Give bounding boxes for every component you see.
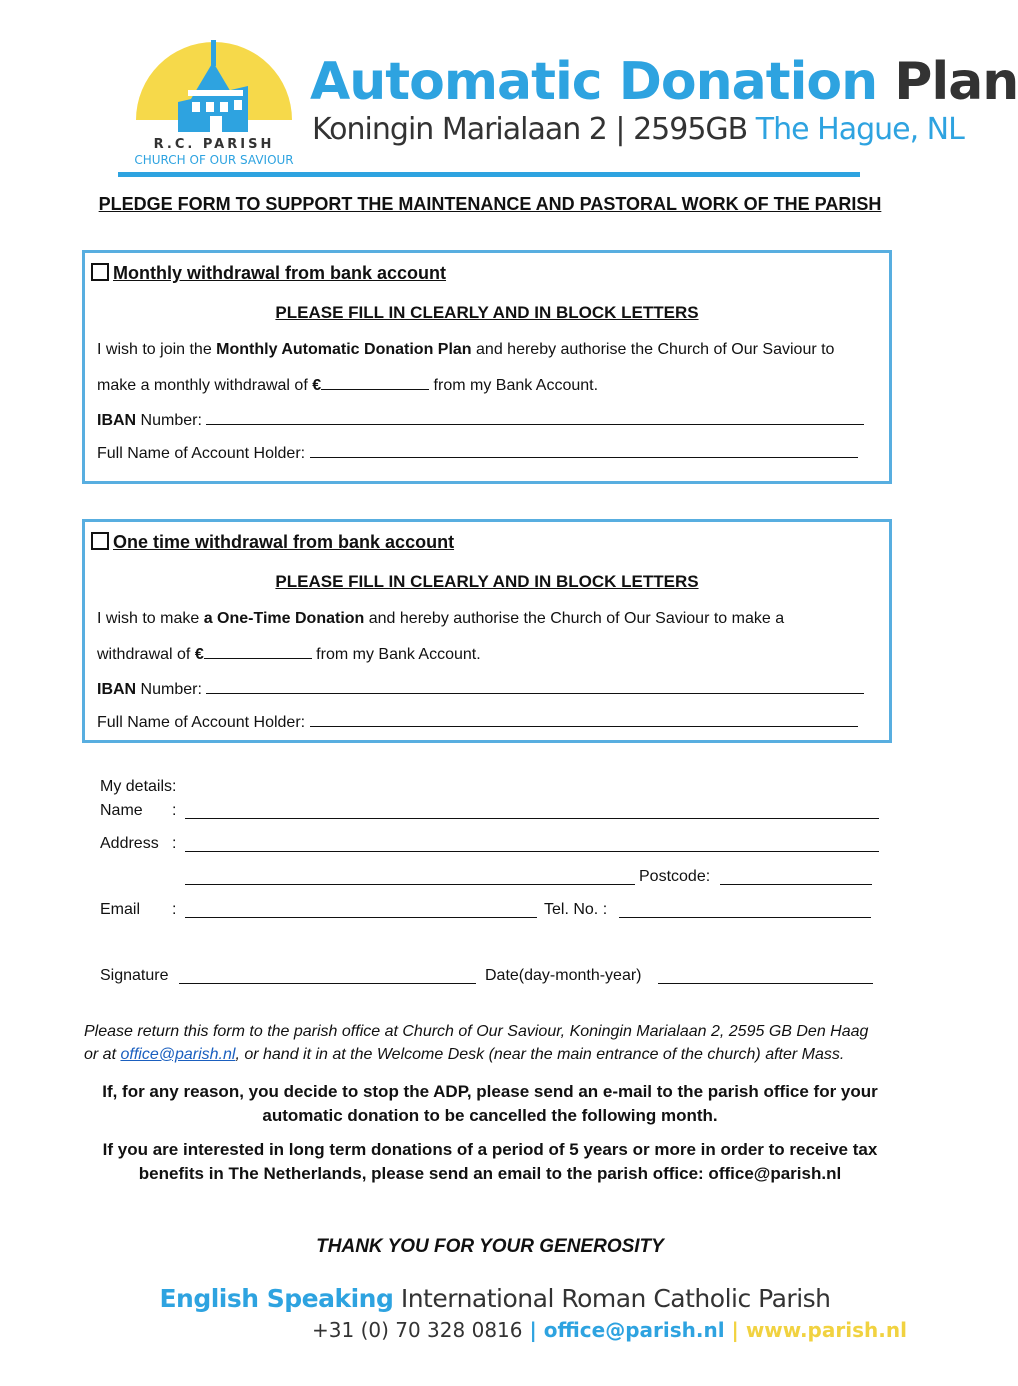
office-email-link[interactable]: office@parish.nl bbox=[120, 1046, 236, 1063]
onetime-holder-row bbox=[97, 712, 858, 732]
thank-you-message: THANK YOU FOR YOUR GENEROSITY bbox=[316, 1236, 664, 1257]
header-address bbox=[312, 112, 964, 147]
title-dark: Plan bbox=[894, 52, 1018, 112]
return-instructions bbox=[84, 1020, 904, 1066]
monthly-holder-row bbox=[97, 443, 858, 463]
address-field-line1[interactable] bbox=[185, 837, 879, 852]
footer-website[interactable]: www.parish.nl bbox=[745, 1318, 907, 1342]
email-field[interactable] bbox=[185, 903, 537, 918]
date-field[interactable] bbox=[658, 969, 873, 984]
iban-label: IBAN bbox=[97, 681, 137, 698]
logo-text-church: CHURCH OF OUR SAVIOUR bbox=[134, 153, 294, 167]
onetime-withdrawal-section bbox=[82, 519, 892, 743]
monthly-text2c: from my Bank Account. bbox=[429, 377, 599, 394]
footer-contact bbox=[312, 1318, 907, 1342]
onetime-text1a: I wish to make bbox=[97, 610, 204, 627]
tel-field[interactable] bbox=[619, 903, 871, 918]
pledge-heading: PLEDGE FORM TO SUPPORT THE MAINTENANCE AND PASTORAL WORK OF THE PARISH bbox=[98, 194, 882, 214]
logo-text-parish: R.C. PARISH bbox=[153, 137, 275, 152]
tax-benefit-notice: If you are interested in long term donations of a period of 5 years or more in order to receive tax benefits in The Netherlands, please send an email to the parish office: office@parish.nl bbox=[102, 1140, 878, 1183]
monthly-iban-field[interactable] bbox=[206, 410, 864, 425]
address-colon: : bbox=[172, 835, 177, 852]
onetime-text1c: and hereby authorise the Church of Our Saviour to make a bbox=[364, 610, 785, 627]
monthly-text1c: and hereby authorise the Church of Our Saviour to bbox=[471, 341, 835, 358]
onetime-text2a: withdrawal of bbox=[97, 646, 195, 663]
onetime-amount-field[interactable] bbox=[204, 644, 312, 659]
footer-parish-rest: International Roman Catholic Parish bbox=[393, 1284, 831, 1313]
onetime-title: One time withdrawal from bank account bbox=[113, 532, 455, 552]
return-line2 bbox=[84, 1043, 904, 1066]
euro-sign: € bbox=[194, 646, 204, 663]
tel-label: Tel. No. : bbox=[544, 901, 608, 918]
onetime-donation-name: a One-Time Donation bbox=[203, 610, 365, 627]
monthly-holder-field[interactable] bbox=[310, 443, 858, 458]
church-logo-icon bbox=[118, 32, 308, 172]
monthly-iban-row bbox=[97, 410, 864, 430]
email-label: Email bbox=[100, 901, 141, 918]
monthly-amount-field[interactable] bbox=[321, 375, 429, 390]
name-label: Name bbox=[100, 802, 143, 819]
iban-number-label: Number: bbox=[136, 681, 202, 698]
signature-label: Signature bbox=[100, 967, 169, 984]
monthly-text1a: I wish to join the bbox=[97, 341, 217, 358]
monthly-checkbox[interactable] bbox=[91, 263, 109, 281]
monthly-block-letters-note: PLEASE FILL IN CLEARLY AND IN BLOCK LETTERS bbox=[275, 303, 699, 322]
onetime-text2c: from my Bank Account. bbox=[311, 646, 481, 663]
parish-logo bbox=[118, 32, 308, 172]
monthly-text-line1 bbox=[97, 341, 834, 359]
euro-sign: € bbox=[312, 377, 322, 394]
address-city: The Hague, NL bbox=[755, 112, 964, 147]
onetime-text-line1 bbox=[97, 610, 784, 628]
return-line1: Please return this form to the parish office at Church of Our Saviour, Koningin Marialaan 2, 2595 GB Den Haag bbox=[84, 1023, 869, 1040]
footer-separator: | bbox=[522, 1318, 544, 1342]
onetime-checkbox[interactable] bbox=[91, 532, 109, 550]
footer-english-speaking: English Speaking bbox=[159, 1284, 394, 1313]
postcode-field[interactable] bbox=[720, 870, 872, 885]
monthly-title-row bbox=[91, 263, 446, 286]
date-label: Date(day-month-year) bbox=[485, 967, 642, 984]
signature-field[interactable] bbox=[179, 969, 476, 984]
onetime-title-row bbox=[91, 532, 454, 555]
name-colon: : bbox=[172, 802, 177, 819]
postcode-label: Postcode: bbox=[639, 868, 711, 885]
monthly-plan-name: Monthly Automatic Donation Plan bbox=[216, 341, 472, 358]
footer-parish-name bbox=[0, 1284, 990, 1313]
onetime-block-letters-note: PLEASE FILL IN CLEARLY AND IN BLOCK LETTERS bbox=[275, 572, 699, 591]
title-blue: Automatic Donation bbox=[310, 52, 878, 112]
footer-separator: | bbox=[724, 1318, 746, 1342]
details-heading: My details: bbox=[100, 778, 177, 795]
footer-phone: +31 (0) 70 328 0816 bbox=[312, 1318, 523, 1342]
footer-email[interactable]: office@parish.nl bbox=[543, 1318, 725, 1342]
address-label: Address bbox=[100, 835, 159, 852]
monthly-title: Monthly withdrawal from bank account bbox=[113, 263, 447, 283]
onetime-iban-row bbox=[97, 679, 864, 699]
address-street: Koningin Marialaan 2 | 2595GB bbox=[312, 112, 748, 147]
account-holder-label: Full Name of Account Holder: bbox=[97, 714, 306, 731]
return-line2b: , or hand it in at the Welcome Desk (near the main entrance of the church) after Mass. bbox=[235, 1046, 845, 1063]
page-title bbox=[310, 52, 1018, 112]
iban-label: IBAN bbox=[97, 412, 137, 429]
monthly-text2a: make a monthly withdrawal of bbox=[97, 377, 313, 394]
monthly-text-line2 bbox=[97, 375, 598, 395]
onetime-text-line2 bbox=[97, 644, 481, 664]
stop-adp-notice: If, for any reason, you decide to stop the ADP, please send an e-mail to the parish office for your automatic donation to be cancelled the following month. bbox=[102, 1082, 878, 1125]
iban-number-label: Number: bbox=[136, 412, 202, 429]
name-field[interactable] bbox=[185, 804, 879, 819]
return-line2a: or at bbox=[84, 1046, 121, 1063]
account-holder-label: Full Name of Account Holder: bbox=[97, 445, 306, 462]
address-field-line2[interactable] bbox=[185, 870, 635, 885]
email-colon: : bbox=[172, 901, 177, 918]
onetime-iban-field[interactable] bbox=[206, 679, 864, 694]
monthly-withdrawal-section bbox=[82, 250, 892, 484]
onetime-holder-field[interactable] bbox=[310, 712, 858, 727]
header-divider bbox=[118, 172, 860, 177]
